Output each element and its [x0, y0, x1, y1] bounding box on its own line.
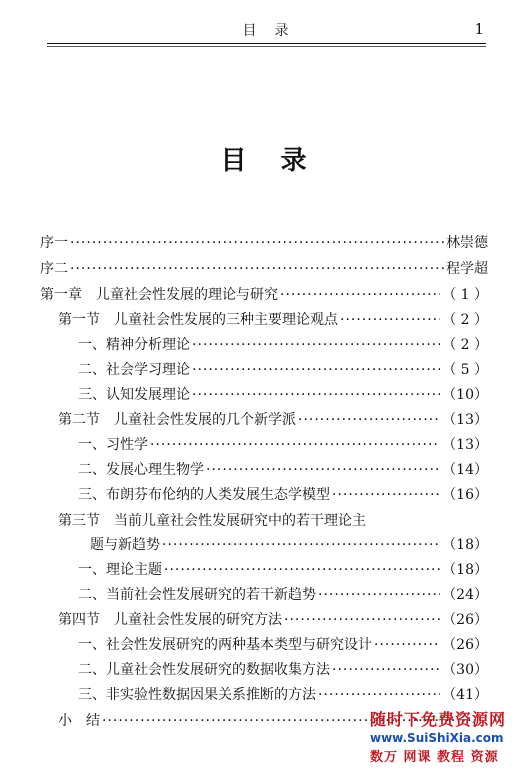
- toc-leader-dots: [332, 660, 440, 680]
- toc-entry-page: （13）: [442, 412, 488, 428]
- toc-leader-dots: [192, 335, 440, 355]
- toc-entry: [40, 310, 488, 330]
- toc-entry-label: 第四节 儿童社会性发展的研究方法: [58, 612, 282, 628]
- toc-entry: [40, 560, 488, 580]
- toc-entry-page: （26）: [442, 637, 488, 653]
- toc-entry: [40, 335, 488, 355]
- toc-leader-dots: [280, 285, 440, 305]
- toc-leader-dots: [162, 535, 440, 555]
- toc-entry-label: 三、布朗芬布伦纳的人类发展生态学模型: [78, 487, 330, 503]
- toc-entry: [40, 385, 488, 405]
- toc-entry-label: 一、精神分析理论: [78, 337, 190, 353]
- toc-entry-label: 第一章 儿童社会性发展的理论与研究: [40, 287, 278, 303]
- toc-entry-label: 第三节 当前儿童社会性发展研究中的若干理论主: [58, 513, 366, 529]
- toc-entry: [40, 635, 488, 655]
- toc-entry: [40, 660, 488, 680]
- toc-entry-page: （ 2 ）: [442, 337, 488, 353]
- toc-entry-label: 二、当前社会性发展研究的若干新趋势: [78, 587, 316, 603]
- toc-entry-page: 程学超: [446, 261, 488, 277]
- toc-entry-page: （ 1 ）: [442, 287, 488, 303]
- toc-entry-label: 第一节 儿童社会性发展的三种主要理论观点: [58, 312, 338, 328]
- toc-entry-label: 三、认知发展理论: [78, 387, 190, 403]
- toc-entry: [40, 360, 488, 380]
- header-page-number: 1: [474, 20, 484, 38]
- watermark: [370, 707, 530, 765]
- toc-leader-dots: [318, 685, 440, 705]
- toc-entry-page: （10）: [442, 387, 488, 403]
- toc-leader-dots: [206, 460, 440, 480]
- toc-entry-label: 二、发展心理生物学: [78, 462, 204, 478]
- toc-entry: [40, 435, 488, 455]
- toc-entry-label: 题与新趋势: [90, 537, 160, 553]
- toc-entry: [40, 259, 488, 279]
- toc-entry-label: 一、习性学: [78, 437, 148, 453]
- running-header: [47, 20, 486, 42]
- toc-leader-dots: [374, 635, 440, 655]
- toc-entry-page: （30）: [442, 662, 488, 678]
- toc-leader-dots: [318, 585, 440, 605]
- toc-entry: [40, 285, 488, 305]
- toc-entry-page: （41）: [442, 687, 488, 703]
- toc-entry-label: 二、社会学习理论: [78, 362, 190, 378]
- toc-entry: [40, 685, 488, 705]
- toc-leader-dots: [284, 610, 440, 630]
- toc-entry-page: （16）: [442, 487, 488, 503]
- toc-leader-dots: [192, 360, 440, 380]
- toc-entry-label: 三、非实验性数据因果关系推断的方法: [78, 687, 316, 703]
- toc-leader-dots: [192, 385, 440, 405]
- toc-entry-page: （ 2 ）: [442, 312, 488, 328]
- watermark-line-3: 数万 网课 教程 资源: [370, 750, 499, 765]
- toc-entry-page: （18）: [442, 537, 488, 553]
- header-title: 目 录: [242, 23, 291, 39]
- toc-leader-dots: [70, 259, 444, 279]
- toc-leader-dots: [340, 310, 440, 330]
- toc-entry-page: 林崇德: [446, 235, 488, 251]
- toc-entry-page: （ 5 ）: [442, 362, 488, 378]
- toc-entry-page: （24）: [442, 587, 488, 603]
- page-title: 目 录: [220, 146, 311, 176]
- toc-entry: [40, 610, 488, 630]
- toc-leader-dots: [150, 435, 440, 455]
- toc-entry: [40, 460, 488, 480]
- toc-entry-page: （26）: [442, 612, 488, 628]
- toc-entry: [40, 585, 488, 605]
- toc-entry: [40, 233, 488, 253]
- header-rule-thin: [47, 46, 486, 47]
- toc-entry-page: （13）: [442, 437, 488, 453]
- toc-leader-dots: [298, 410, 440, 430]
- toc-entry: [40, 535, 488, 555]
- toc-entry-label: 序一: [40, 235, 68, 251]
- toc-entry-page: （18）: [442, 562, 488, 578]
- toc-entry-label: 一、社会性发展研究的两种基本类型与研究设计: [78, 637, 372, 653]
- watermark-line-2: www.SuiShiXia.com: [370, 731, 504, 745]
- toc-entry-label: 二、儿童社会性发展研究的数据收集方法: [78, 662, 330, 678]
- toc-entry: [40, 410, 488, 430]
- toc-entry-label: 第二节 儿童社会性发展的几个新学派: [58, 412, 296, 428]
- toc-leader-dots: [70, 233, 444, 253]
- toc-leader-dots: [164, 560, 440, 580]
- toc-entry-label: 小 结: [58, 713, 100, 729]
- toc-leader-dots: [332, 485, 440, 505]
- header-rule: [47, 43, 486, 44]
- toc-entry: [40, 485, 488, 505]
- toc-entry-label: 序二: [40, 261, 68, 277]
- toc-entry: [40, 511, 488, 531]
- toc-entry-label: 一、理论主题: [78, 562, 162, 578]
- toc-entry-page: （14）: [442, 462, 488, 478]
- watermark-line-1: 随时下免费资源网: [370, 710, 507, 729]
